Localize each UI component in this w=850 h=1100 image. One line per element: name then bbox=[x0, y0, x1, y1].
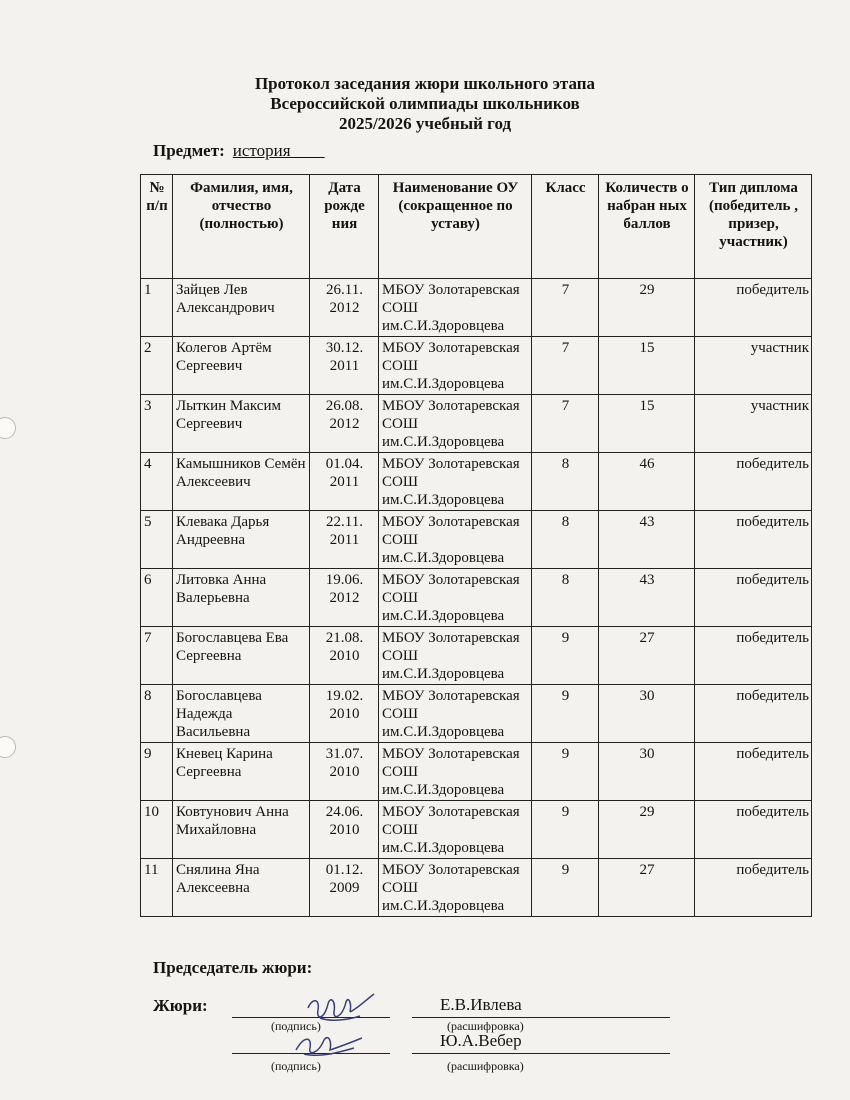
decode-caption: (расшифровка) bbox=[447, 1019, 524, 1033]
decode-caption: (расшифровка) bbox=[447, 1059, 524, 1073]
cell-school: МБОУ Золотаревская СОШ им.С.И.Здоровцева bbox=[379, 337, 532, 395]
cell-name: Зайцев Лев Александрович bbox=[173, 279, 310, 337]
cell-number: 11 bbox=[141, 859, 173, 917]
cell-number: 4 bbox=[141, 453, 173, 511]
cell-grade: 7 bbox=[532, 337, 599, 395]
table-row bbox=[141, 395, 812, 453]
cell-diploma: победитель bbox=[695, 801, 812, 859]
column-header: Фамилия, имя, отчество (полностью) bbox=[173, 175, 310, 279]
cell-diploma: победитель bbox=[695, 453, 812, 511]
cell-school: МБОУ Золотаревская СОШ им.С.И.Здоровцева bbox=[379, 511, 532, 569]
cell-school: МБОУ Золотаревская СОШ им.С.И.Здоровцева bbox=[379, 453, 532, 511]
cell-birthdate: 01.12. 2009 bbox=[310, 859, 379, 917]
cell-score: 29 bbox=[599, 801, 695, 859]
cell-number: 3 bbox=[141, 395, 173, 453]
cell-grade: 9 bbox=[532, 685, 599, 743]
cell-score: 43 bbox=[599, 569, 695, 627]
table-row bbox=[141, 279, 812, 337]
cell-name: Богославцева Ева Сергеевна bbox=[173, 627, 310, 685]
cell-school: МБОУ Золотаревская СОШ им.С.И.Здоровцева bbox=[379, 279, 532, 337]
decode-line bbox=[412, 1053, 670, 1054]
cell-birthdate: 26.08. 2012 bbox=[310, 395, 379, 453]
cell-name: Кневец Карина Сергеевна bbox=[173, 743, 310, 801]
table-row bbox=[141, 337, 812, 395]
cell-grade: 7 bbox=[532, 279, 599, 337]
cell-score: 29 bbox=[599, 279, 695, 337]
cell-grade: 9 bbox=[532, 627, 599, 685]
table-row bbox=[141, 743, 812, 801]
table-header-row bbox=[141, 175, 812, 279]
title-line-1: Протокол заседания жюри школьного этапа bbox=[254, 74, 596, 93]
cell-school: МБОУ Золотаревская СОШ им.С.И.Здоровцева bbox=[379, 395, 532, 453]
handwritten-signature bbox=[290, 1030, 370, 1060]
punch-hole bbox=[0, 417, 16, 439]
signature-caption: (подпись) bbox=[271, 1019, 321, 1033]
cell-school: МБОУ Золотаревская СОШ им.С.И.Здоровцева bbox=[379, 801, 532, 859]
table-row bbox=[141, 511, 812, 569]
cell-diploma: победитель bbox=[695, 627, 812, 685]
cell-name: Богославцева Надежда Васильевна bbox=[173, 685, 310, 743]
table-row bbox=[141, 685, 812, 743]
cell-diploma: участник bbox=[695, 337, 812, 395]
cell-school: МБОУ Золотаревская СОШ им.С.И.Здоровцева bbox=[379, 743, 532, 801]
cell-score: 27 bbox=[599, 859, 695, 917]
table-row bbox=[141, 859, 812, 917]
column-header: № п/п bbox=[141, 175, 173, 279]
jury-chair-label: Председатель жюри: bbox=[153, 958, 313, 977]
column-header: Класс bbox=[532, 175, 599, 279]
cell-birthdate: 24.06. 2010 bbox=[310, 801, 379, 859]
table-row bbox=[141, 453, 812, 511]
cell-school: МБОУ Золотаревская СОШ им.С.И.Здоровцева bbox=[379, 685, 532, 743]
cell-name: Клевака Дарья Андреевна bbox=[173, 511, 310, 569]
cell-number: 7 bbox=[141, 627, 173, 685]
title-line-2: Всероссийской олимпиады школьников bbox=[270, 94, 580, 113]
cell-birthdate: 30.12. 2011 bbox=[310, 337, 379, 395]
results-table bbox=[140, 174, 812, 917]
punch-hole bbox=[0, 736, 16, 758]
cell-diploma: победитель bbox=[695, 511, 812, 569]
column-header: Наименование ОУ (сокращенное по уставу) bbox=[379, 175, 532, 279]
cell-name: Снялина Яна Алексеевна bbox=[173, 859, 310, 917]
cell-grade: 8 bbox=[532, 453, 599, 511]
decoded-name: Е.В.Ивлева bbox=[440, 995, 522, 1014]
cell-name: Ковтунович Анна Михайловна bbox=[173, 801, 310, 859]
cell-diploma: победитель bbox=[695, 279, 812, 337]
decoded-name: Ю.А.Вебер bbox=[440, 1031, 522, 1050]
cell-name: Лыткин Максим Сергеевич bbox=[173, 395, 310, 453]
cell-score: 15 bbox=[599, 337, 695, 395]
cell-birthdate: 22.11. 2011 bbox=[310, 511, 379, 569]
column-header: Количеств о набран ных баллов bbox=[599, 175, 695, 279]
cell-score: 30 bbox=[599, 743, 695, 801]
cell-school: МБОУ Золотаревская СОШ им.С.И.Здоровцева bbox=[379, 859, 532, 917]
column-header: Дата рожде ния bbox=[310, 175, 379, 279]
cell-number: 5 bbox=[141, 511, 173, 569]
cell-number: 10 bbox=[141, 801, 173, 859]
cell-birthdate: 31.07. 2010 bbox=[310, 743, 379, 801]
cell-number: 9 bbox=[141, 743, 173, 801]
column-header: Тип диплома (победитель , призер, участник) bbox=[695, 175, 812, 279]
cell-grade: 9 bbox=[532, 743, 599, 801]
cell-name: Колегов Артём Сергеевич bbox=[173, 337, 310, 395]
cell-grade: 8 bbox=[532, 569, 599, 627]
cell-birthdate: 19.02. 2010 bbox=[310, 685, 379, 743]
cell-birthdate: 21.08. 2010 bbox=[310, 627, 379, 685]
cell-diploma: победитель bbox=[695, 743, 812, 801]
cell-diploma: победитель bbox=[695, 859, 812, 917]
cell-birthdate: 19.06. 2012 bbox=[310, 569, 379, 627]
cell-grade: 9 bbox=[532, 801, 599, 859]
table-row bbox=[141, 801, 812, 859]
cell-number: 6 bbox=[141, 569, 173, 627]
cell-birthdate: 26.11. 2012 bbox=[310, 279, 379, 337]
cell-score: 43 bbox=[599, 511, 695, 569]
title-line-3: 2025/2026 учебный год bbox=[338, 114, 512, 133]
subject-line bbox=[153, 141, 325, 161]
cell-grade: 8 bbox=[532, 511, 599, 569]
cell-score: 30 bbox=[599, 685, 695, 743]
cell-grade: 9 bbox=[532, 859, 599, 917]
table-row bbox=[141, 569, 812, 627]
cell-diploma: участник bbox=[695, 395, 812, 453]
cell-number: 2 bbox=[141, 337, 173, 395]
cell-birthdate: 01.04. 2011 bbox=[310, 453, 379, 511]
cell-score: 27 bbox=[599, 627, 695, 685]
cell-school: МБОУ Золотаревская СОШ им.С.И.Здоровцева bbox=[379, 627, 532, 685]
cell-diploma: победитель bbox=[695, 569, 812, 627]
signature-caption: (подпись) bbox=[271, 1059, 321, 1073]
subject-label: Предмет: bbox=[153, 141, 225, 160]
cell-grade: 7 bbox=[532, 395, 599, 453]
jury-label: Жюри: bbox=[153, 996, 208, 1015]
cell-score: 15 bbox=[599, 395, 695, 453]
subject-value: история ____ bbox=[233, 141, 325, 160]
table-row bbox=[141, 627, 812, 685]
cell-name: Литовка Анна Валерьевна bbox=[173, 569, 310, 627]
decode-line bbox=[412, 1017, 670, 1018]
cell-number: 8 bbox=[141, 685, 173, 743]
cell-diploma: победитель bbox=[695, 685, 812, 743]
cell-name: Камышников Семён Алексеевич bbox=[173, 453, 310, 511]
cell-score: 46 bbox=[599, 453, 695, 511]
cell-school: МБОУ Золотаревская СОШ им.С.И.Здоровцева bbox=[379, 569, 532, 627]
page-title bbox=[0, 74, 850, 134]
cell-number: 1 bbox=[141, 279, 173, 337]
